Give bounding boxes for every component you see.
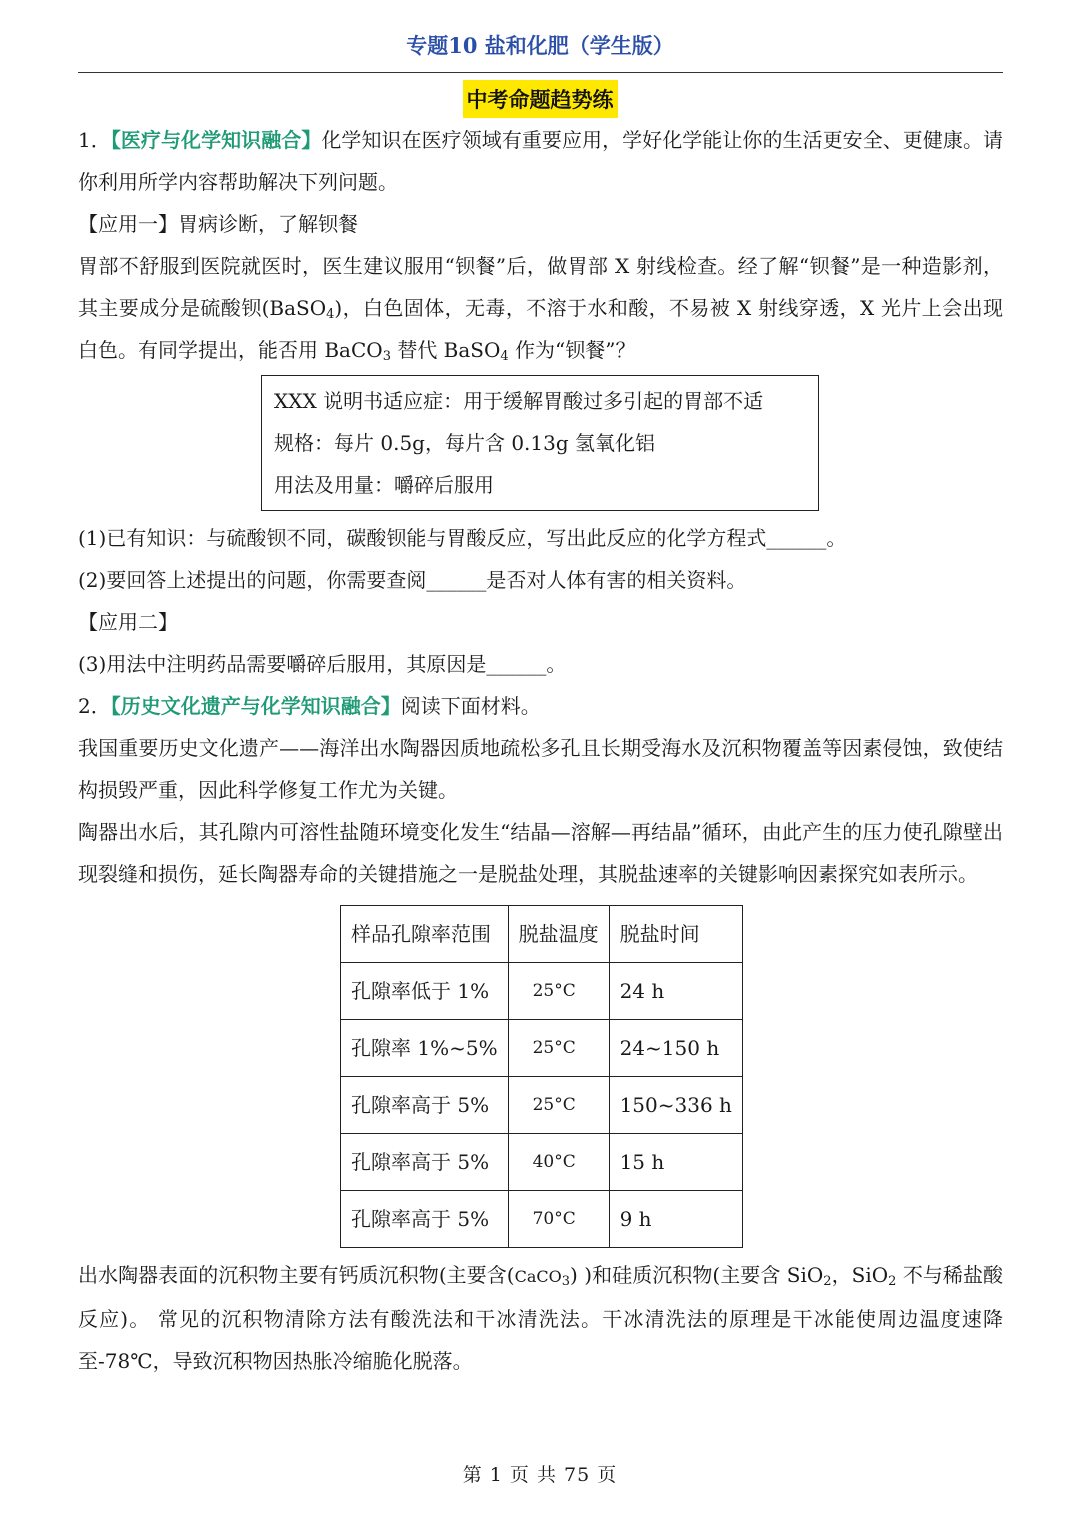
table-cell: 24~150 h — [609, 1020, 742, 1077]
application-1-title: 【应用一】胃病诊断，了解钡餐 — [78, 212, 358, 236]
q1-text-part: 替代 BaSO — [390, 338, 501, 362]
table-row — [341, 1077, 743, 1134]
question-1-tag: 【医疗与化学知识融合】 — [110, 128, 322, 152]
table-cell: 孔隙率低于 1% — [341, 963, 509, 1020]
instruction-line-2: 规格：每片 0.5g，每片含 0.13g 氢氧化铝 — [274, 431, 656, 455]
q2-text-part: 不与稀盐酸反应)。 常见的沉积物清除方法有酸洗法和干冰清洗法。干冰清洗法的原理是干冰能使周边温度速降至-78℃，导致沉积物因热胀冷缩脆化脱落。 — [78, 1263, 1004, 1373]
question-2-paragraph-2: 陶器出水后，其孔隙内可溶性盐随环境变化发生“结晶—溶解—再结晶”循环，由此产生的压力使孔隙壁出现裂缝和损伤，延长陶器寿命的关键措施之一是脱盐处理，其脱盐速率的关键影响因素探究如表所示。 — [78, 820, 1003, 886]
table-cell: 40°C — [508, 1134, 609, 1191]
table-row — [341, 1134, 743, 1191]
question-1-number: 1． — [78, 128, 111, 152]
question-1-intro-text: 化学知识在医疗领域有重要应用，学好化学能让你的生活更安全、更健康。请你利用所学内容帮助解决下列问题。 — [78, 128, 1003, 194]
question-2-number: 2． — [78, 694, 111, 718]
table-header-cell: 脱盐时间 — [609, 906, 742, 963]
sub-question-1: (1)已有知识：与硫酸钡不同，碳酸钡能与胃酸反应，写出此反应的化学方程式______。 — [78, 526, 847, 550]
application-2-title: 【应用二】 — [78, 610, 178, 634]
question-2-paragraph-3 — [78, 1254, 1003, 1382]
question-2-intro-text: 阅读下面材料。 — [400, 694, 541, 718]
question-2-paragraph-1: 我国重要历史文化遗产——海洋出水陶器因质地疏松多孔且长期受海水及沉积物覆盖等因素侵蚀，致使结构损毁严重，因此科学修复工作尤为关键。 — [78, 736, 1003, 802]
table-cell: 孔隙率 1%~5% — [341, 1020, 509, 1077]
table-row — [341, 1191, 743, 1248]
table-row — [341, 963, 743, 1020]
q1-subscript: 4 — [500, 349, 509, 364]
q2-subscript: 2 — [888, 1274, 897, 1289]
table-cell: 孔隙率高于 5% — [341, 1134, 509, 1191]
sub-question-2: (2)要回答上述提出的问题，你需要查阅______是否对人体有害的相关资料。 — [78, 568, 747, 592]
section-title: 中考命题趋势练 — [463, 80, 618, 118]
header-divider — [78, 72, 1003, 73]
q2-subscript: 2 — [823, 1274, 832, 1289]
q2-text-part: 出水陶器表面的沉积物主要有钙质沉积物(主要含( — [78, 1263, 515, 1287]
document-header-title: 专题10 盐和化肥（学生版） — [406, 33, 674, 58]
table-cell: 24 h — [609, 963, 742, 1020]
desalination-table — [340, 905, 743, 1248]
q1-text-part: 作为“钡餐”？ — [508, 338, 636, 362]
formula-subscript: 3 — [561, 1274, 571, 1289]
table-row — [341, 1020, 743, 1077]
section-title-wrap — [0, 80, 1080, 118]
q2-text-part: ) )和硅质沉积物(主要含 SiO — [570, 1263, 824, 1287]
table-header-cell: 样品孔隙率范围 — [341, 906, 509, 963]
table-cell: 150~336 h — [609, 1077, 742, 1134]
question-1-intro — [78, 119, 1003, 203]
question-2-tag: 【历史文化遗产与化学知识融合】 — [110, 694, 401, 718]
table-cell: 25°C — [508, 1077, 609, 1134]
q1-text-part: )，白色固体，无毒，不溶于水和酸，不易被 X 射线穿透，X 光片上会出现白色。有同学提出，能否用 BaCO — [78, 296, 1003, 362]
table-cell: 25°C — [508, 963, 609, 1020]
question-1-paragraph — [78, 245, 1003, 371]
table-cell: 70°C — [508, 1191, 609, 1248]
instruction-line-3: 用法及用量：嚼碎后服用 — [274, 473, 494, 497]
table-cell: 9 h — [609, 1191, 742, 1248]
question-2-intro — [78, 685, 1003, 727]
table-cell: 孔隙率高于 5% — [341, 1077, 509, 1134]
table-cell: 孔隙率高于 5% — [341, 1191, 509, 1248]
q1-subscript: 4 — [326, 307, 335, 322]
table-header-cell: 脱盐温度 — [508, 906, 609, 963]
caco3-formula — [514, 1267, 571, 1289]
q1-subscript: 3 — [382, 349, 391, 364]
table-cell: 15 h — [609, 1134, 742, 1191]
table-cell: 25°C — [508, 1020, 609, 1077]
q1-text-part: 胃部不舒服到医院就医时，医生建议服用“钡餐”后，做胃部 X 射线检查。经了解“钡餐”是一种造影剂，其主要成分是硫酸钡(BaSO — [78, 254, 1003, 320]
instruction-line-1: XXX 说明书适应症：用于缓解胃酸过多引起的胃部不适 — [274, 389, 764, 413]
formula-text: CaCO — [514, 1267, 562, 1286]
medicine-instruction-box — [261, 375, 819, 511]
page-footer: 第 1 页 共 75 页 — [462, 1464, 618, 1486]
q2-text-part: ，SiO — [831, 1263, 889, 1287]
table-header-row — [341, 906, 743, 963]
document-body — [78, 119, 1003, 1382]
sub-question-3: (3)用法中注明药品需要嚼碎后服用，其原因是______。 — [78, 652, 567, 676]
